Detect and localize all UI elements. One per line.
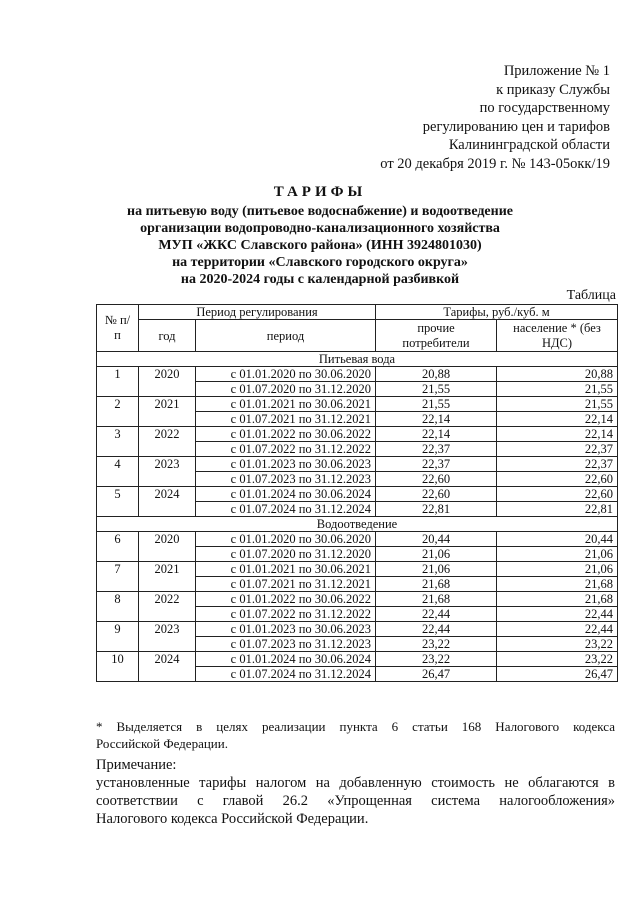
appendix-line: к приказу Службы	[496, 81, 610, 98]
table-row	[97, 562, 618, 577]
header-period-group: Период регулирования	[139, 305, 376, 320]
row-period: с 01.01.2024 по 30.06.2024	[196, 652, 376, 667]
appendix-line: регулированию цен и тарифов	[422, 118, 610, 135]
row-number: 10	[97, 652, 139, 682]
row-period: с 01.07.2021 по 31.12.2021	[196, 577, 376, 592]
title-line: МУП «ЖКС Славского района» (ИНН 3924801030)	[158, 238, 482, 253]
row-number: 5	[97, 487, 139, 517]
row-period: с 01.01.2020 по 30.06.2020	[196, 532, 376, 547]
row-period: с 01.07.2023 по 31.12.2023	[196, 472, 376, 487]
row-tariff-population: 22,60	[497, 487, 618, 502]
row-period: с 01.01.2020 по 30.06.2020	[196, 367, 376, 382]
section-title: Питьевая вода	[97, 352, 618, 367]
row-period: с 01.07.2022 по 31.12.2022	[196, 607, 376, 622]
row-tariff-population: 26,47	[497, 667, 618, 682]
row-tariff-population: 21,55	[497, 382, 618, 397]
row-period: с 01.01.2023 по 30.06.2023	[196, 457, 376, 472]
row-year: 2022	[139, 427, 196, 457]
row-year: 2022	[139, 592, 196, 622]
row-year: 2020	[139, 367, 196, 397]
row-number: 1	[97, 367, 139, 397]
row-period: с 01.07.2020 по 31.12.2020	[196, 382, 376, 397]
title-line: организации водопроводно-канализационного хозяйства	[140, 221, 500, 236]
row-tariff-population: 22,37	[497, 442, 618, 457]
row-tariff-other: 22,37	[376, 457, 497, 472]
row-tariff-other: 21,06	[376, 547, 497, 562]
row-number: 9	[97, 622, 139, 652]
row-year: 2024	[139, 487, 196, 517]
table-body	[97, 352, 618, 682]
table-row	[97, 397, 618, 412]
row-period: с 01.01.2024 по 30.06.2024	[196, 487, 376, 502]
row-period: с 01.07.2021 по 31.12.2021	[196, 412, 376, 427]
row-number: 2	[97, 397, 139, 427]
row-tariff-population: 21,68	[497, 592, 618, 607]
row-period: с 01.07.2022 по 31.12.2022	[196, 442, 376, 457]
title-line: на территории «Славского городского округа»	[172, 255, 468, 270]
appendix-line: Калининградской области	[448, 137, 610, 153]
row-tariff-population: 22,60	[497, 472, 618, 487]
row-tariff-other: 22,44	[376, 622, 497, 637]
tariff-table	[96, 304, 618, 682]
row-year: 2023	[139, 622, 196, 652]
row-tariff-population: 22,14	[497, 427, 618, 442]
row-tariff-population: 20,44	[497, 532, 618, 547]
row-tariff-other: 20,88	[376, 367, 497, 382]
note-line: Налогового кодекса Российской Федерации.	[96, 811, 369, 827]
row-tariff-other: 23,22	[376, 637, 497, 652]
table-row	[97, 367, 618, 382]
row-tariff-population: 23,22	[497, 652, 618, 667]
table-row	[97, 457, 618, 472]
row-period: с 01.07.2024 по 31.12.2024	[196, 667, 376, 682]
row-year: 2024	[139, 652, 196, 682]
row-tariff-other: 22,14	[376, 427, 497, 442]
row-tariff-population: 21,06	[497, 562, 618, 577]
row-period: с 01.01.2021 по 30.06.2021	[196, 562, 376, 577]
row-number: 3	[97, 427, 139, 457]
note	[96, 756, 615, 828]
appendix-line: Приложение № 1	[503, 63, 610, 79]
row-year: 2021	[139, 562, 196, 592]
header-period: период	[196, 320, 376, 352]
header-num	[97, 305, 139, 352]
row-tariff-other: 21,55	[376, 397, 497, 412]
row-number: 8	[97, 592, 139, 622]
header-num-label: № п/п	[104, 313, 131, 342]
row-period: с 01.01.2023 по 30.06.2023	[196, 622, 376, 637]
row-tariff-other: 22,60	[376, 472, 497, 487]
row-period: с 01.01.2022 по 30.06.2022	[196, 592, 376, 607]
note-heading: Примечание:	[96, 757, 177, 773]
section-row	[97, 517, 618, 532]
note-line: соответствии с главой 26.2 «Упрощенная система налогообложения»	[96, 793, 615, 809]
row-period: с 01.07.2024 по 31.12.2024	[196, 502, 376, 517]
row-tariff-population: 21,06	[497, 547, 618, 562]
table-row	[97, 427, 618, 442]
table-row	[97, 532, 618, 547]
footnote-line: Российской Федерации.	[96, 736, 228, 751]
header-population	[497, 320, 618, 352]
row-tariff-other: 21,55	[376, 382, 497, 397]
header-year: год	[139, 320, 196, 352]
footnote-line: * Выделяется в целях реализации пункта 6 статьи 168 Налогового кодекса	[96, 719, 615, 734]
row-tariff-population: 22,81	[497, 502, 618, 517]
row-tariff-other: 22,81	[376, 502, 497, 517]
header-other	[376, 320, 497, 352]
row-period: с 01.01.2021 по 30.06.2021	[196, 397, 376, 412]
header-tariff-group: Тарифы, руб./куб. м	[376, 305, 618, 320]
row-tariff-other: 22,37	[376, 442, 497, 457]
table-row	[97, 622, 618, 637]
row-tariff-other: 21,06	[376, 562, 497, 577]
row-number: 7	[97, 562, 139, 592]
table-row	[97, 487, 618, 502]
row-tariff-other: 22,44	[376, 607, 497, 622]
row-period: с 01.01.2022 по 30.06.2022	[196, 427, 376, 442]
row-tariff-population: 22,14	[497, 412, 618, 427]
table-row	[97, 592, 618, 607]
row-year: 2023	[139, 457, 196, 487]
table-label: Таблица	[566, 288, 616, 303]
row-tariff-other: 20,44	[376, 532, 497, 547]
row-tariff-population: 23,22	[497, 637, 618, 652]
row-number: 4	[97, 457, 139, 487]
section-row	[97, 352, 618, 367]
row-tariff-other: 21,68	[376, 592, 497, 607]
appendix-line: по государственному	[479, 100, 610, 116]
title-line: на 2020-2024 годы с календарной разбивкой	[180, 272, 460, 287]
table-row	[97, 652, 618, 667]
row-tariff-population: 22,44	[497, 622, 618, 637]
row-tariff-population: 21,68	[497, 577, 618, 592]
row-year: 2021	[139, 397, 196, 427]
section-title: Водоотведение	[97, 517, 618, 532]
row-period: с 01.07.2023 по 31.12.2023	[196, 637, 376, 652]
row-number: 6	[97, 532, 139, 562]
row-tariff-other: 22,14	[376, 412, 497, 427]
title-line: на питьевую воду (питьевое водоснабжение) и водоотведение	[127, 204, 513, 219]
row-tariff-population: 22,37	[497, 457, 618, 472]
appendix-line: от 20 декабря 2019 г. № 143-05окк/19	[380, 155, 610, 172]
row-tariff-population: 20,88	[497, 367, 618, 382]
row-tariff-population: 21,55	[497, 397, 618, 412]
row-tariff-other: 23,22	[376, 652, 497, 667]
document-title	[0, 184, 640, 288]
row-year: 2020	[139, 532, 196, 562]
row-tariff-population: 22,44	[497, 607, 618, 622]
footnote	[96, 718, 615, 752]
note-line: установленные тарифы налогом на добавленную стоимость не облагаются в	[96, 775, 615, 791]
header-other-label: прочие потребители	[402, 320, 470, 350]
appendix-block	[350, 62, 610, 173]
row-tariff-other: 26,47	[376, 667, 497, 682]
row-tariff-other: 22,60	[376, 487, 497, 502]
row-tariff-other: 21,68	[376, 577, 497, 592]
row-period: с 01.07.2020 по 31.12.2020	[196, 547, 376, 562]
title-main: ТАРИФЫ	[273, 184, 367, 200]
header-population-label: население * (без НДС)	[513, 320, 601, 350]
